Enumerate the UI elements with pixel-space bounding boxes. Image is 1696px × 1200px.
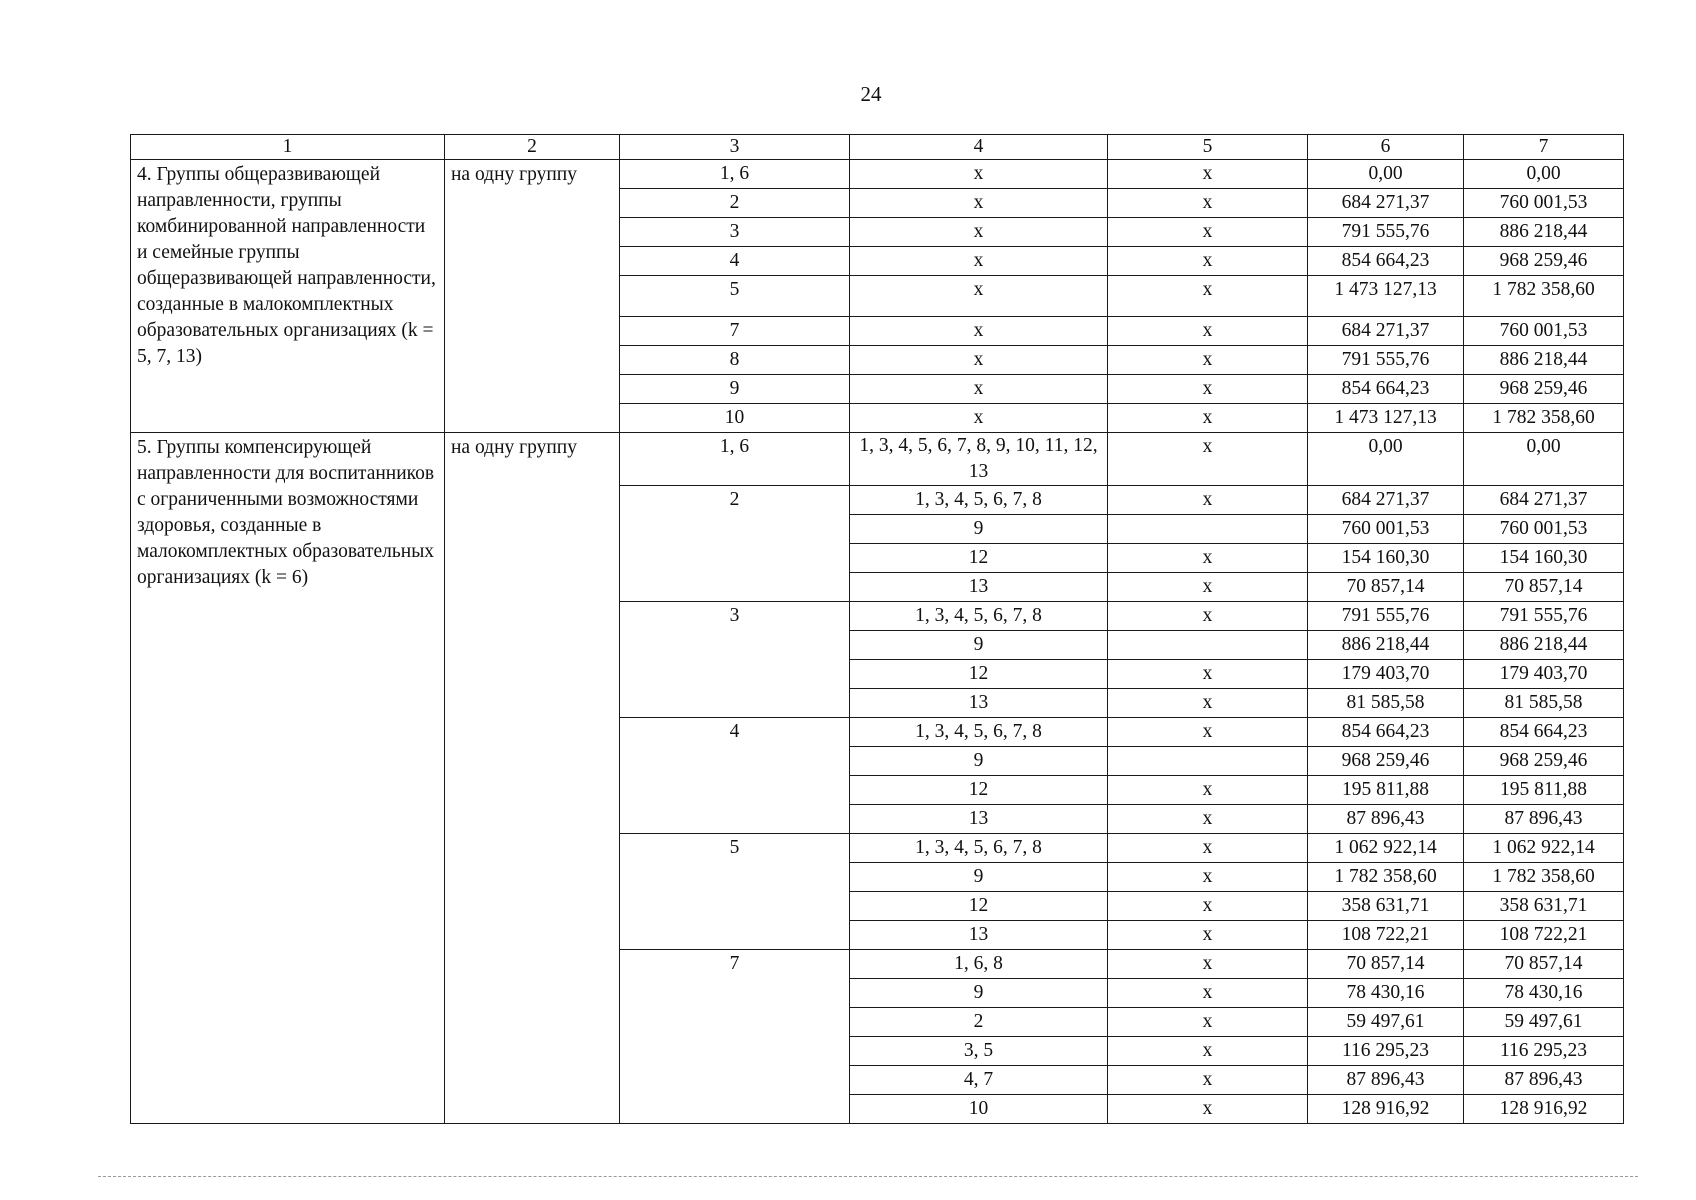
col4-cell: 12 — [850, 892, 1108, 921]
col6-value-cell: 87 896,43 — [1308, 1066, 1464, 1095]
col3-cell: 7 — [620, 950, 850, 1124]
col6-value-cell: 1 782 358,60 — [1308, 863, 1464, 892]
col6-value-cell: 70 857,14 — [1308, 950, 1464, 979]
col7-value-cell: 70 857,14 — [1464, 950, 1624, 979]
col5-cell: x — [1108, 776, 1308, 805]
col6-value-cell: 179 403,70 — [1308, 660, 1464, 689]
header-cell: 7 — [1464, 135, 1624, 160]
col4-cell: x — [850, 375, 1108, 404]
col3-cell: 3 — [620, 602, 850, 718]
col6-value-cell: 854 664,23 — [1308, 718, 1464, 747]
col4-cell: x — [850, 160, 1108, 189]
col7-value-cell: 886 218,44 — [1464, 346, 1624, 375]
col3-cell: 1, 6 — [620, 433, 850, 486]
col7-value-cell: 59 497,61 — [1464, 1008, 1624, 1037]
col4-cell: 9 — [850, 631, 1108, 660]
col5-cell: x — [1108, 189, 1308, 218]
col5-cell: x — [1108, 892, 1308, 921]
col4-cell: x — [850, 218, 1108, 247]
col6-value-cell: 87 896,43 — [1308, 805, 1464, 834]
col6-value-cell: 358 631,71 — [1308, 892, 1464, 921]
col4-cell: 12 — [850, 776, 1108, 805]
col4-cell: 9 — [850, 863, 1108, 892]
col7-value-cell: 108 722,21 — [1464, 921, 1624, 950]
col5-cell: x — [1108, 863, 1308, 892]
col6-value-cell: 684 271,37 — [1308, 317, 1464, 346]
col3-cell: 7 — [620, 317, 850, 346]
col7-value-cell: 87 896,43 — [1464, 805, 1624, 834]
col7-value-cell: 760 001,53 — [1464, 515, 1624, 544]
header-cell: 6 — [1308, 135, 1464, 160]
header-cell: 2 — [445, 135, 620, 160]
col7-value-cell: 760 001,53 — [1464, 317, 1624, 346]
col4-cell: 9 — [850, 515, 1108, 544]
col5-cell: x — [1108, 950, 1308, 979]
col5-cell: x — [1108, 247, 1308, 276]
col7-value-cell: 128 916,92 — [1464, 1095, 1624, 1124]
col4-cell: x — [850, 317, 1108, 346]
col7-value-cell: 791 555,76 — [1464, 602, 1624, 631]
col3-cell: 2 — [620, 486, 850, 602]
col6-value-cell: 791 555,76 — [1308, 346, 1464, 375]
col4-cell: 1, 3, 4, 5, 6, 7, 8 — [850, 834, 1108, 863]
col4-cell: 13 — [850, 573, 1108, 602]
col3-cell: 5 — [620, 276, 850, 317]
col6-value-cell: 791 555,76 — [1308, 218, 1464, 247]
col7-value-cell: 968 259,46 — [1464, 247, 1624, 276]
col5-cell: x — [1108, 346, 1308, 375]
col5-cell: x — [1108, 1066, 1308, 1095]
unit-cell: на одну группу — [445, 160, 620, 433]
col5-cell: x — [1108, 276, 1308, 317]
col6-value-cell: 81 585,58 — [1308, 689, 1464, 718]
col5-cell: x — [1108, 433, 1308, 486]
col6-value-cell: 684 271,37 — [1308, 486, 1464, 515]
col6-value-cell: 70 857,14 — [1308, 573, 1464, 602]
col7-value-cell: 154 160,30 — [1464, 544, 1624, 573]
col6-value-cell: 78 430,16 — [1308, 979, 1464, 1008]
col4-cell: 1, 3, 4, 5, 6, 7, 8 — [850, 718, 1108, 747]
col6-value-cell: 791 555,76 — [1308, 602, 1464, 631]
col5-cell: x — [1108, 718, 1308, 747]
col7-value-cell: 0,00 — [1464, 160, 1624, 189]
col7-value-cell: 195 811,88 — [1464, 776, 1624, 805]
col7-value-cell: 0,00 — [1464, 433, 1624, 486]
col7-value-cell: 684 271,37 — [1464, 486, 1624, 515]
col5-cell: x — [1108, 1037, 1308, 1066]
col5-cell: x — [1108, 921, 1308, 950]
col5-cell: x — [1108, 1008, 1308, 1037]
col5-cell: x — [1108, 573, 1308, 602]
table-row — [131, 433, 1624, 486]
col5-cell — [1108, 631, 1308, 660]
col6-value-cell: 0,00 — [1308, 160, 1464, 189]
col7-value-cell: 886 218,44 — [1464, 218, 1624, 247]
col6-value-cell: 116 295,23 — [1308, 1037, 1464, 1066]
col5-cell: x — [1108, 979, 1308, 1008]
col4-cell: 4, 7 — [850, 1066, 1108, 1095]
col4-cell: x — [850, 404, 1108, 433]
col5-cell: x — [1108, 1095, 1308, 1124]
col6-value-cell: 0,00 — [1308, 433, 1464, 486]
col4-cell: x — [850, 346, 1108, 375]
col3-cell: 10 — [620, 404, 850, 433]
col4-cell: 1, 3, 4, 5, 6, 7, 8 — [850, 602, 1108, 631]
col7-value-cell: 854 664,23 — [1464, 718, 1624, 747]
col7-value-cell: 81 585,58 — [1464, 689, 1624, 718]
col5-cell: x — [1108, 160, 1308, 189]
col5-cell: x — [1108, 404, 1308, 433]
col6-value-cell: 886 218,44 — [1308, 631, 1464, 660]
col3-cell: 9 — [620, 375, 850, 404]
col6-value-cell: 854 664,23 — [1308, 375, 1464, 404]
scan-artifact-line — [98, 1176, 1638, 1177]
col5-cell: x — [1108, 375, 1308, 404]
header-cell: 1 — [131, 135, 445, 160]
col4-cell: 2 — [850, 1008, 1108, 1037]
col7-value-cell: 1 782 358,60 — [1464, 863, 1624, 892]
col4-cell: 9 — [850, 979, 1108, 1008]
table-row — [131, 160, 1624, 189]
col3-cell: 5 — [620, 834, 850, 950]
header-cell: 4 — [850, 135, 1108, 160]
col4-cell: 13 — [850, 689, 1108, 718]
col4-cell: 3, 5 — [850, 1037, 1108, 1066]
col7-value-cell: 78 430,16 — [1464, 979, 1624, 1008]
section-name-cell: 5. Группы компенсирующей направленности для воспитанников с ограниченными возможностями здоровья, созданные в малокомплектных образовательных организациях (k = 6) — [131, 433, 445, 1124]
col7-value-cell: 358 631,71 — [1464, 892, 1624, 921]
col3-cell: 4 — [620, 247, 850, 276]
normative-table — [130, 134, 1624, 1124]
header-row — [131, 135, 1624, 160]
col4-cell: 12 — [850, 660, 1108, 689]
col4-cell: 1, 6, 8 — [850, 950, 1108, 979]
col4-cell: 1, 3, 4, 5, 6, 7, 8 — [850, 486, 1108, 515]
col5-cell — [1108, 515, 1308, 544]
col4-cell: x — [850, 247, 1108, 276]
col3-cell: 4 — [620, 718, 850, 834]
col7-value-cell: 760 001,53 — [1464, 189, 1624, 218]
col3-cell: 3 — [620, 218, 850, 247]
col4-cell: x — [850, 189, 1108, 218]
col7-value-cell: 1 062 922,14 — [1464, 834, 1624, 863]
col6-value-cell: 1 062 922,14 — [1308, 834, 1464, 863]
col5-cell — [1108, 747, 1308, 776]
col7-value-cell: 87 896,43 — [1464, 1066, 1624, 1095]
col6-value-cell: 854 664,23 — [1308, 247, 1464, 276]
header-cell: 5 — [1108, 135, 1308, 160]
header-cell: 3 — [620, 135, 850, 160]
section-name-cell: 4. Группы общеразвивающей направленности, группы комбинированной направленности и семейные группы общеразвивающей направленности, созданные в малокомплектных образовательных организациях (k = 5, 7, 13) — [131, 160, 445, 433]
col5-cell: x — [1108, 689, 1308, 718]
col4-cell: 10 — [850, 1095, 1108, 1124]
col6-value-cell: 108 722,21 — [1308, 921, 1464, 950]
col7-value-cell: 1 782 358,60 — [1464, 276, 1624, 317]
page-number: 24 — [860, 82, 882, 106]
col4-cell: 12 — [850, 544, 1108, 573]
col5-cell: x — [1108, 218, 1308, 247]
unit-cell: на одну группу — [445, 433, 620, 1124]
col7-value-cell: 116 295,23 — [1464, 1037, 1624, 1066]
col7-value-cell: 1 782 358,60 — [1464, 404, 1624, 433]
col5-cell: x — [1108, 602, 1308, 631]
col7-value-cell: 179 403,70 — [1464, 660, 1624, 689]
col6-value-cell: 59 497,61 — [1308, 1008, 1464, 1037]
col4-cell: 1, 3, 4, 5, 6, 7, 8, 9, 10, 11, 12, 13 — [850, 433, 1108, 486]
col6-value-cell: 684 271,37 — [1308, 189, 1464, 218]
col3-cell: 2 — [620, 189, 850, 218]
col4-cell: 13 — [850, 805, 1108, 834]
col6-value-cell: 154 160,30 — [1308, 544, 1464, 573]
col5-cell: x — [1108, 660, 1308, 689]
col4-cell: 9 — [850, 747, 1108, 776]
col5-cell: x — [1108, 317, 1308, 346]
col5-cell: x — [1108, 805, 1308, 834]
col3-cell: 8 — [620, 346, 850, 375]
col4-cell: x — [850, 276, 1108, 317]
col7-value-cell: 70 857,14 — [1464, 573, 1624, 602]
col3-cell: 1, 6 — [620, 160, 850, 189]
col7-value-cell: 886 218,44 — [1464, 631, 1624, 660]
col6-value-cell: 1 473 127,13 — [1308, 404, 1464, 433]
col6-value-cell: 128 916,92 — [1308, 1095, 1464, 1124]
col7-value-cell: 968 259,46 — [1464, 375, 1624, 404]
col6-value-cell: 195 811,88 — [1308, 776, 1464, 805]
col4-cell: 13 — [850, 921, 1108, 950]
col6-value-cell: 760 001,53 — [1308, 515, 1464, 544]
col5-cell: x — [1108, 834, 1308, 863]
col5-cell: x — [1108, 544, 1308, 573]
col7-value-cell: 968 259,46 — [1464, 747, 1624, 776]
col6-value-cell: 1 473 127,13 — [1308, 276, 1464, 317]
col5-cell: x — [1108, 486, 1308, 515]
col6-value-cell: 968 259,46 — [1308, 747, 1464, 776]
